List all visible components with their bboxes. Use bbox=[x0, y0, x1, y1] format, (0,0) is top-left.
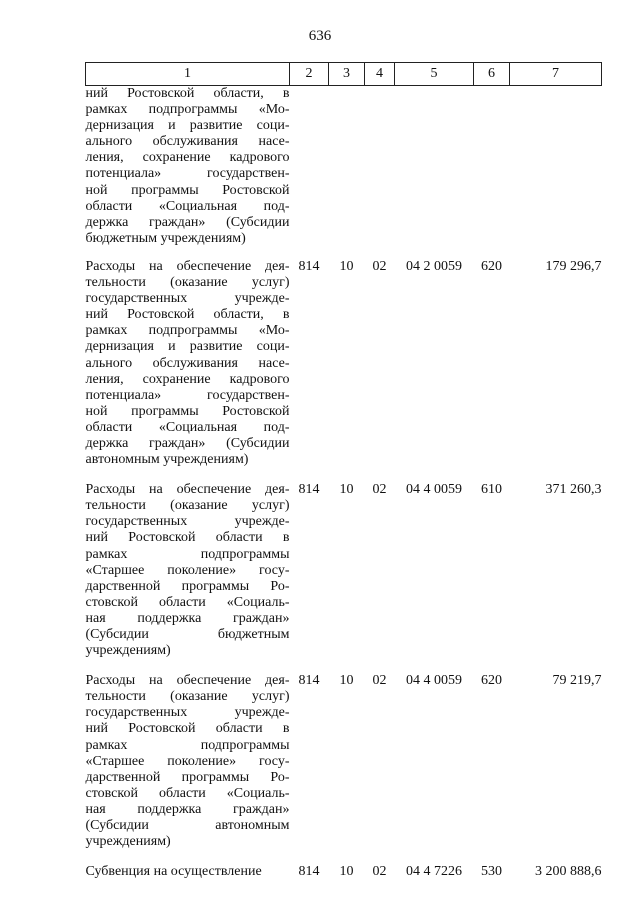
ministry-code: 814 bbox=[298, 258, 320, 274]
expense-type-code: 620 bbox=[481, 673, 502, 689]
description-line: ления, сохранение кадрового bbox=[85, 150, 290, 166]
header-col-7: 7 bbox=[510, 63, 602, 86]
header-col-2: 2 bbox=[290, 63, 329, 86]
description-line: ний Ростовской области, в bbox=[85, 307, 290, 323]
description-line: области «Социальная под- bbox=[85, 198, 290, 214]
description-line: ального обслуживания насе- bbox=[85, 355, 290, 371]
section-code: 10 bbox=[339, 258, 354, 274]
description-line: ний Ростовской области в bbox=[85, 721, 290, 737]
header-row bbox=[86, 63, 602, 86]
description-line: Расходы на обеспечение дея- bbox=[85, 482, 290, 498]
row-description bbox=[86, 864, 290, 894]
description-line: Расходы на обеспечение дея- bbox=[85, 258, 290, 274]
target-article-code: 04 2 0059 bbox=[406, 258, 462, 274]
table-row bbox=[86, 673, 602, 864]
expense-type-code: 530 bbox=[481, 864, 502, 880]
table-row bbox=[86, 259, 602, 482]
ministry-code bbox=[290, 86, 329, 259]
description-line: держка граждан» (Субсидии bbox=[85, 435, 290, 451]
description-line: (Субсидии автономным bbox=[85, 818, 290, 834]
description-line: ной программы Ростовской bbox=[85, 182, 290, 198]
description-line: ального обслуживания насе- bbox=[85, 134, 290, 150]
header-col-1: 1 bbox=[86, 63, 290, 86]
ministry-code: 814 bbox=[298, 673, 320, 689]
target-article-code: 04 4 0059 bbox=[406, 482, 462, 498]
description-line: Субвенция на осуществление bbox=[85, 864, 262, 880]
subsection-code bbox=[365, 86, 395, 259]
target-article-code: 04 4 7226 bbox=[406, 864, 462, 880]
subsection-code: 02 bbox=[372, 258, 387, 274]
description-line: держка граждан» (Субсидии bbox=[85, 214, 290, 230]
amount-cell bbox=[510, 86, 602, 259]
description-line: «Старшее поколение» госу- bbox=[85, 562, 290, 578]
table-row bbox=[86, 864, 602, 894]
section-code bbox=[329, 86, 365, 259]
description-line: стовской области «Социаль- bbox=[85, 594, 290, 610]
description-line: государственных учрежде- bbox=[85, 705, 290, 721]
description-line: дернизация и развитие соци- bbox=[85, 118, 290, 134]
ministry-code: 814 bbox=[298, 864, 320, 880]
subsection-code: 02 bbox=[372, 482, 387, 498]
description-line: ной программы Ростовской bbox=[85, 403, 290, 419]
expense-type-code: 620 bbox=[481, 258, 502, 274]
description-line: учреждениям) bbox=[85, 643, 171, 659]
description-line: Расходы на обеспечение дея- bbox=[85, 673, 290, 689]
description-line: ления, сохранение кадрового bbox=[85, 371, 290, 387]
description-line: дернизация и развитие соци- bbox=[85, 339, 290, 355]
description-line: тельности (оказание услуг) bbox=[85, 275, 290, 291]
description-line: стовской области «Социаль- bbox=[85, 785, 290, 801]
description-line: тельности (оказание услуг) bbox=[85, 689, 290, 705]
expense-type-code: 610 bbox=[481, 482, 502, 498]
header-col-3: 3 bbox=[329, 63, 365, 86]
description-line: рамках подпрограммы bbox=[85, 737, 290, 753]
description-line: ний Ростовской области, в bbox=[85, 86, 290, 101]
description-line: учреждениям) bbox=[85, 834, 171, 850]
row-description bbox=[86, 86, 290, 259]
description-line: потенциала» государствен- bbox=[85, 387, 290, 403]
section-code: 10 bbox=[339, 864, 354, 880]
subsection-code: 02 bbox=[372, 864, 387, 880]
subsection-code: 02 bbox=[372, 673, 387, 689]
table-row bbox=[86, 86, 602, 259]
description-line: тельности (оказание услуг) bbox=[85, 498, 290, 514]
description-line: бюджетным учреждениям) bbox=[85, 230, 246, 246]
header-col-5: 5 bbox=[395, 63, 474, 86]
amount-cell: 3 200 888,6 bbox=[535, 864, 602, 880]
description-line: рамках подпрограммы «Мо- bbox=[85, 102, 290, 118]
table-row bbox=[86, 482, 602, 673]
description-line: рамках подпрограммы «Мо- bbox=[85, 323, 290, 339]
description-line: «Старшее поколение» госу- bbox=[85, 753, 290, 769]
description-line: автономным учреждениям) bbox=[85, 452, 249, 468]
amount-cell: 371 260,3 bbox=[545, 482, 602, 498]
row-description bbox=[86, 673, 290, 864]
description-line: ная поддержка граждан» bbox=[85, 610, 290, 626]
section-code: 10 bbox=[339, 673, 354, 689]
description-line: ний Ростовской области в bbox=[85, 530, 290, 546]
section-code: 10 bbox=[339, 482, 354, 498]
budget-table bbox=[85, 62, 602, 894]
target-article-code bbox=[395, 86, 474, 259]
target-article-code: 04 4 0059 bbox=[406, 673, 462, 689]
row-description bbox=[86, 259, 290, 482]
header-col-6: 6 bbox=[474, 63, 510, 86]
description-line: дарственной программы Ро- bbox=[85, 578, 290, 594]
description-line: дарственной программы Ро- bbox=[85, 769, 290, 785]
description-line: государственных учрежде- bbox=[85, 514, 290, 530]
description-line: рамках подпрограммы bbox=[85, 546, 290, 562]
description-line: государственных учрежде- bbox=[85, 291, 290, 307]
page-number: 636 bbox=[308, 28, 332, 44]
amount-cell: 179 296,7 bbox=[545, 258, 602, 274]
ministry-code: 814 bbox=[298, 482, 320, 498]
description-line: потенциала» государствен- bbox=[85, 166, 290, 182]
amount-cell: 79 219,7 bbox=[552, 673, 602, 689]
expense-type-code bbox=[474, 86, 510, 259]
header-col-4: 4 bbox=[365, 63, 395, 86]
description-line: (Субсидии бюджетным bbox=[85, 627, 290, 642]
description-line: ная поддержка граждан» bbox=[85, 801, 290, 817]
row-description bbox=[86, 482, 290, 673]
description-line: области «Социальная под- bbox=[85, 419, 290, 435]
